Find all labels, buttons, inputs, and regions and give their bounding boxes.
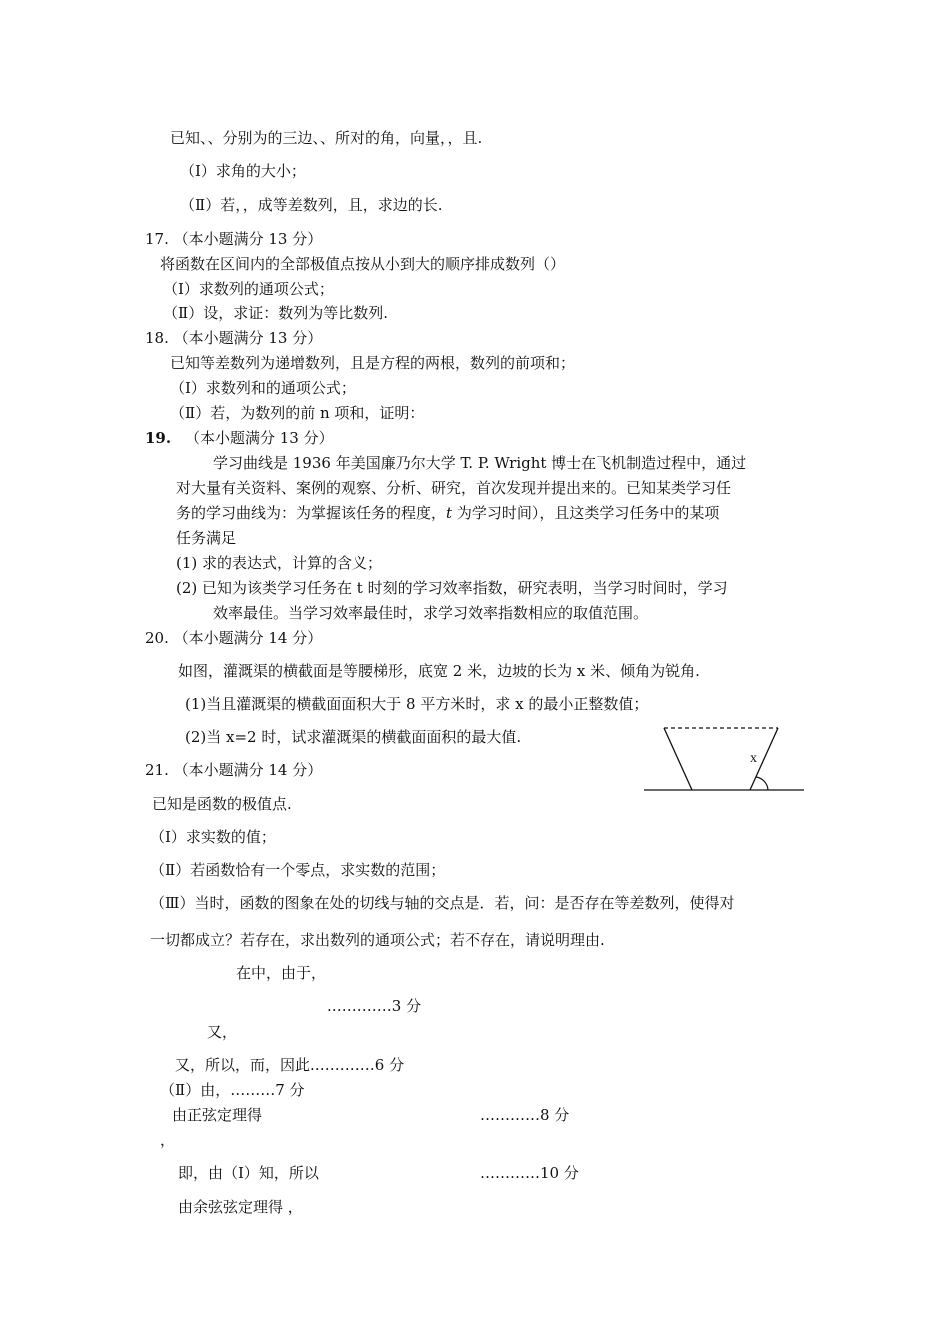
solution-line5: （Ⅱ）由，………7 分	[160, 1081, 305, 1099]
p17-stem: 将函数在区间内的全部极值点按从小到大的顺序排成数列（）	[160, 255, 566, 273]
p17-heading: 17. （本小题满分 13 分）	[145, 230, 323, 248]
solution-line6: 由正弦定理得	[172, 1106, 263, 1124]
p19-text-line4: 任务满足	[176, 529, 237, 547]
solution-line4: 又，所以，而，因此.…………6 分	[175, 1056, 405, 1074]
solution-line9: 由余弦弦定理得 ，	[178, 1198, 303, 1216]
p19-variable-t: t	[446, 504, 453, 522]
p19-text-line1: 学习曲线是 1936 年美国廉乃尔大学 T. P. Wright 博士在飞机制造过程中，通过	[213, 454, 747, 472]
p21-heading: 21. （本小题满分 14 分）	[145, 761, 323, 779]
p18-heading: 18. （本小题满分 13 分）	[145, 329, 323, 347]
trapezoid-figure	[640, 722, 810, 798]
p20-part1: (1)当且灌溉渠的横截面面积大于 8 平方米时，求 x 的最小正整数值；	[185, 695, 649, 713]
p21-part3-cont: 一切都成立？若存在，求出数列的通项公式；若不存在，请说明理由.	[150, 931, 605, 949]
p20-stem: 如图，灌溉渠的横截面是等腰梯形，底宽 2 米，边坡的长为 x 米、倾角为锐角.	[178, 662, 700, 680]
p20-heading: 20. （本小题满分 14 分）	[145, 629, 323, 647]
p19-part1: (1) 求的表达式，计算的含义；	[176, 554, 383, 572]
solution-score-8: …………8 分	[480, 1106, 570, 1124]
p17-part1: （Ⅰ）求数列的通项公式；	[163, 280, 334, 298]
p21-part1: （Ⅰ）求实数的值；	[150, 828, 276, 846]
solution-line3: 又，	[207, 1023, 238, 1041]
p19-text-line3	[176, 503, 719, 523]
p19-heading: （本小题满分 13 分）	[185, 429, 334, 447]
p20-part2: (2)当 x=2 时，试求灌溉渠的横截面面积的最大值.	[185, 728, 522, 746]
p18-stem: 已知等差数列为递增数列，且是方程的两根，数列的前项和；	[170, 354, 576, 372]
p16-stem: 已知、、分别为的三边、、所对的角，向量，，且.	[170, 129, 483, 147]
p16-part2: （Ⅱ）若，，成等差数列，且，求边的长.	[180, 196, 443, 214]
figure-label-x: x	[750, 751, 757, 766]
p19-part2: (2) 已知为该类学习任务在 t 时刻的学习效率指数，研究表明，当学习时间时，学习	[176, 579, 728, 597]
solution-comma: ，	[160, 1131, 176, 1149]
solution-score-10: …………10 分	[480, 1164, 579, 1182]
p19-part2-cont: 效率最佳。当学习效率最佳时，求学习效率指数相应的取值范围。	[213, 604, 649, 622]
solution-score-3: .…………3 分	[327, 997, 422, 1015]
p21-part3: （Ⅲ）当时，函数的图象在处的切线与轴的交点是．若，问：是否存在等差数列，使得对	[150, 894, 735, 912]
p19-number: 19.	[145, 429, 172, 447]
p21-stem: 已知是函数的极值点.	[152, 795, 292, 813]
p16-part1: （Ⅰ）求角的大小；	[180, 162, 306, 180]
figure-left-slope	[664, 728, 692, 790]
p19-text-line2: 对大量有关资料、案例的观察、分析、研究，首次发现并提出来的。已知某类学习任	[176, 479, 732, 497]
solution-line1: 在中，由于，	[236, 964, 327, 982]
p21-part2: （Ⅱ）若函数恰有一个零点，求实数的范围；	[150, 861, 446, 879]
p18-part2: （Ⅱ）若，为数列的前 n 项和，证明：	[170, 404, 425, 422]
p18-part1: （Ⅰ）求数列和的通项公式；	[170, 379, 356, 397]
figure-angle-arc	[756, 777, 768, 790]
p19-text-line3-b: 为学习时间），且这类学习任务中的某项	[452, 504, 720, 522]
solution-line8: 即，由（Ⅰ）知，所以	[178, 1164, 319, 1182]
p17-part2: （Ⅱ）设，求证：数列为等比数列.	[163, 304, 388, 322]
p19-text-line3-a: 务的学习曲线为：为掌握该任务的程度，	[176, 504, 447, 522]
